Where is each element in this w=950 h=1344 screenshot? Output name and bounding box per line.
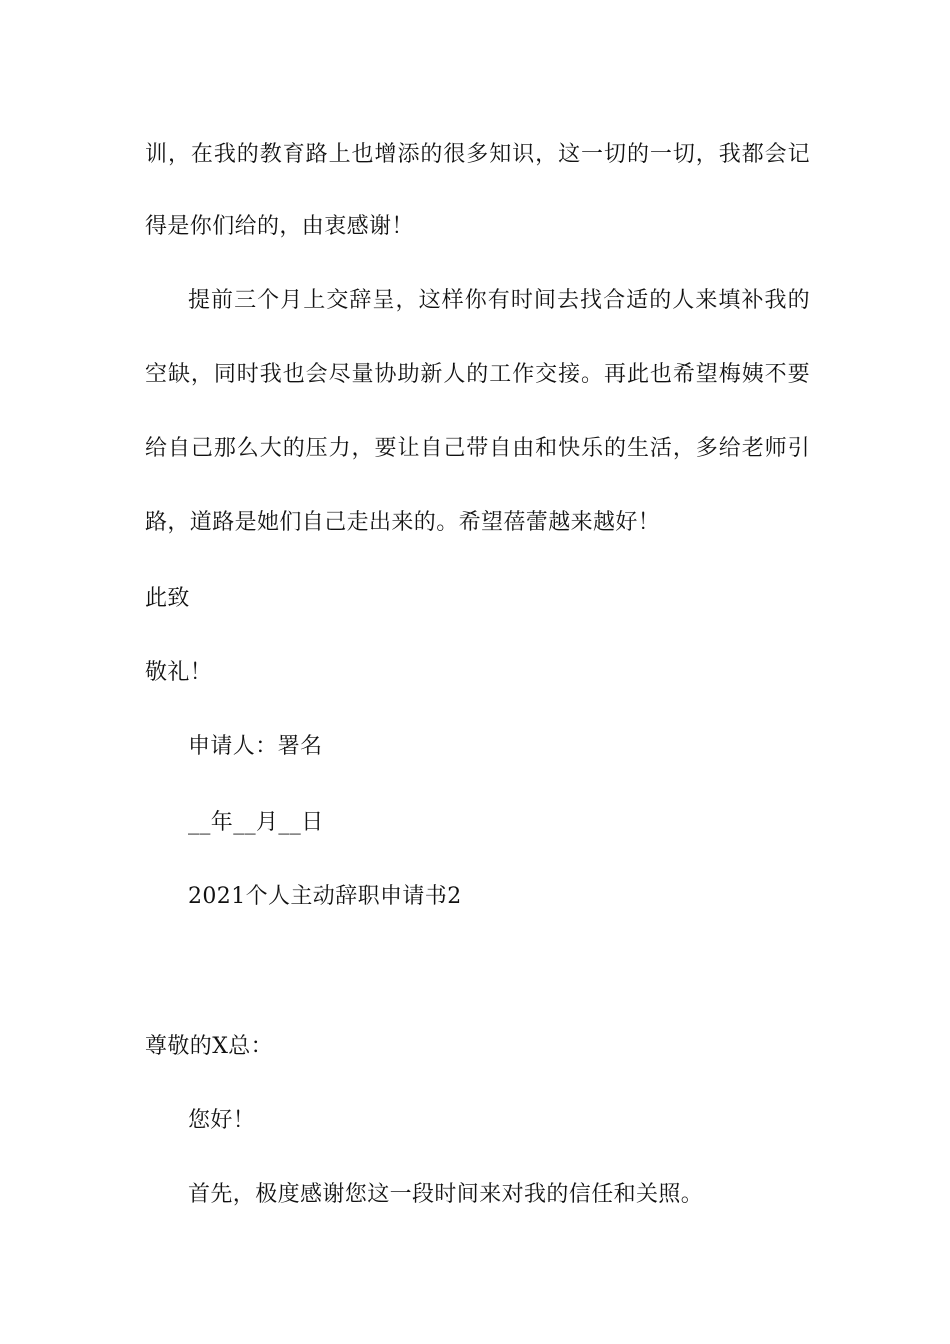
section-title: 2021个人主动辞职申请书2 <box>188 884 462 909</box>
body-text-line: 训，在我的教育路上也增添的很多知识，这一切的一切，我都会记 <box>145 142 810 167</box>
body-text-line: 首先，极度感谢您这一段时间来对我的信任和关照。 <box>188 1182 704 1207</box>
closing-phrase: 此致 <box>145 586 190 611</box>
paragraph-first-line: 提前三个月上交辞呈，这样你有时间去找合适的人来填补我的 <box>188 288 810 313</box>
date-placeholder: __年__月__日 <box>188 810 324 835</box>
salutation-closing: 敬礼！ <box>145 660 213 685</box>
greeting-line: 您好！ <box>188 1108 256 1133</box>
body-text-line: 路，道路是她们自己走出来的。希望蓓蕾越来越好！ <box>145 510 661 535</box>
body-text-line: 得是你们给的，由衷感谢！ <box>145 214 414 239</box>
body-text-line: 给自己那么大的压力，要让自己带自由和快乐的生活，多给老师引 <box>145 436 810 461</box>
letter-greeting: 尊敬的X总： <box>145 1034 274 1059</box>
body-text-line: 空缺，同时我也会尽量协助新人的工作交接。再此也希望梅姨不要 <box>145 362 810 387</box>
applicant-signature: 申请人：署名 <box>188 734 323 759</box>
